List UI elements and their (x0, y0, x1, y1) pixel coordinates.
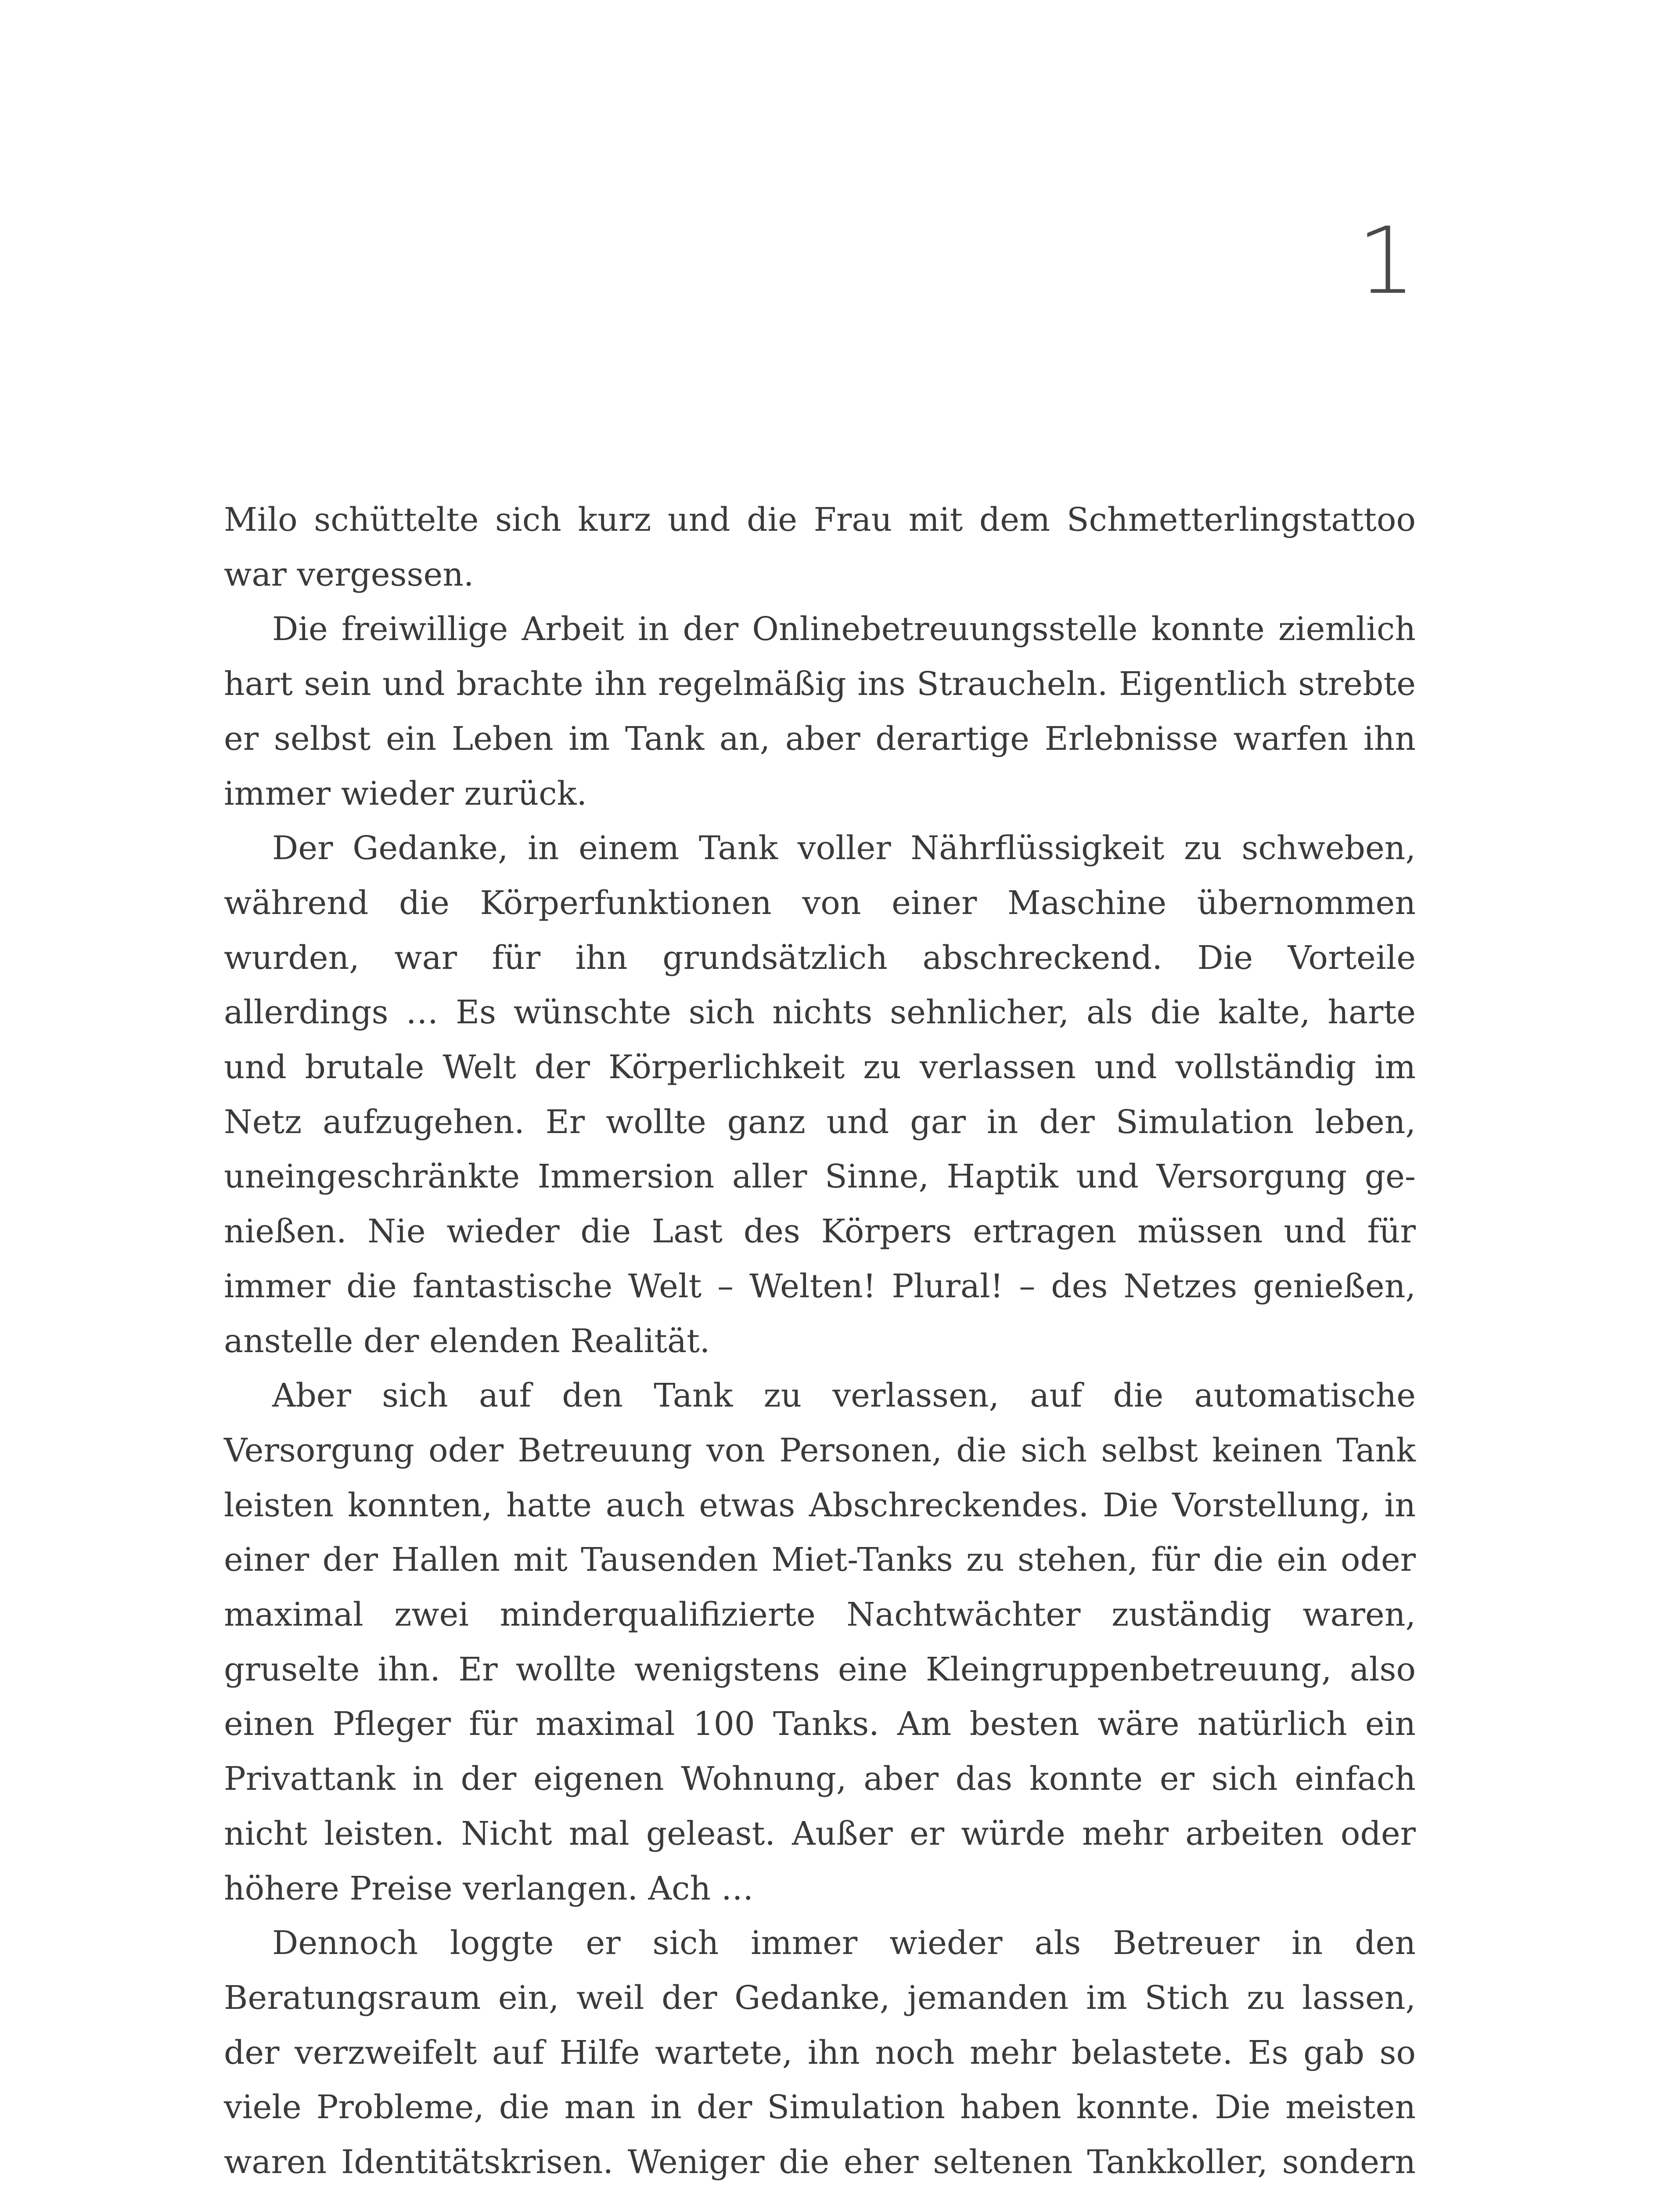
paragraph: Die freiwillige Arbeit in der Onlinebetreuungsstelle konnte ziemlich hart sein und brachte ihn regelmäßig ins Straucheln. Eigentlich strebte er selbst ein Leben im Tank an, aber derartige Erlebnisse warfen ihn immer wieder zurück. (224, 610, 1416, 813)
paragraph: Aber sich auf den Tank zu verlassen, auf die automatische Versorgung oder Betreuung von Personen, die sich selbst keinen Tank leisten konnten, hatte auch etwas Abschreckendes. Die Vorstellung, in einer der Hallen mit Tausenden Miet-Tanks zu stehen, für die ein oder maximal zwei minderqualifizierte Nachtwächter zuständig waren, gruselte ihn. Er wollte wenigstens eine Kleingruppenbetreuung, also einen Pfleger für maximal 100 Tanks. Am besten wäre natürlich ein Privattank in der eigenen Wohnung, aber das konnte er sich einfach nicht leisten. Nicht mal geleast. Außer er würde mehr arbeiten oder höhere Preise verlangen. Ach … (224, 1377, 1416, 1907)
body-text (224, 493, 1416, 2195)
paragraph: Milo schüttelte sich kurz und die Frau mit dem Schmetterlingstattoo war vergessen. (224, 501, 1416, 594)
chapter-number: 1 (1357, 207, 1416, 315)
paragraph: Dennoch loggte er sich immer wieder als Betreuer in den Beratungsraum ein, weil der Gedanke, jemanden im Stich zu lassen, der verzweifelt auf Hilfe wartete, ihn noch mehr belastete. Es gab so viele Probleme, die man in der Simulation haben konnte. Die meisten waren Identitätskrisen. Weniger die eher seltenen Tankkoller, sondern (224, 1924, 1416, 2181)
paragraph: Der Gedanke, in einem Tank voller Nährflüssigkeit zu schweben, während die Körperfunktionen von einer Maschine übernommen wurden, war für ihn grundsätzlich abschreckend. Die Vorteile allerdings … Es wünschte sich nichts sehnlicher, als die kalte, harte und brutale Welt der Körperlichkeit zu verlassen und vollständig im Netz aufzugehen. Er wollte ganz und gar in der Simulation leben, uneingeschränkte Immersion aller Sinne, Haptik und Versorgung genießen. Nie wieder die Last des Körpers ertragen müssen und für immer die fantastische Welt – Welten! Plural! – des Netzes genießen, anstelle der elenden Realität. (224, 829, 1416, 1360)
